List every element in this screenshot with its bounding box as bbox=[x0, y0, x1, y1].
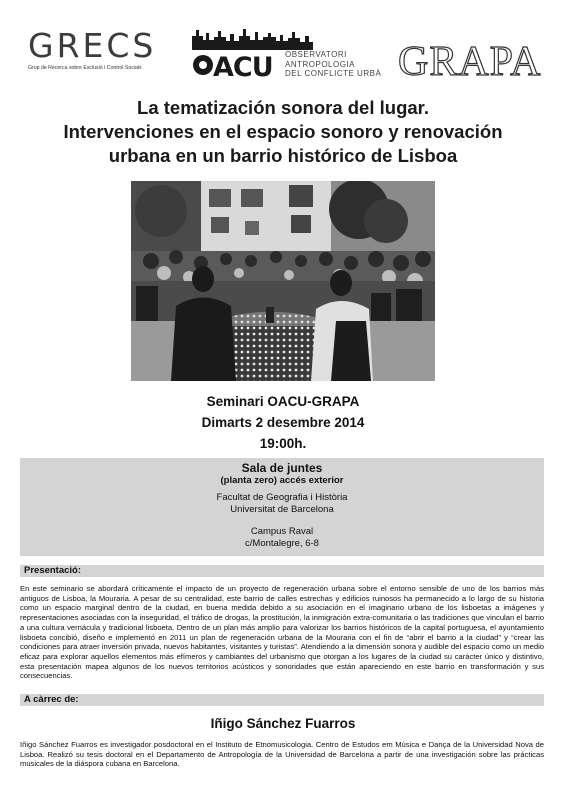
title-line: La tematización sonora del lugar. bbox=[137, 97, 429, 118]
presentation-heading: Presentació: bbox=[20, 565, 544, 577]
seminar-time: 19:00h. bbox=[259, 436, 307, 451]
venue-room: Sala de juntes bbox=[241, 461, 323, 475]
presentation-text: En este seminario se abordará críticamente el impacto de un proyecto de regeneración urbana sobre el entorno sensible de uno de los barrios más antiguos de Lisboa, la Mouraria. A pesar de su centralidad, este barrio de calles estrechas y edificios ruinosos ha permanecido a lo largo de su historia como un espacio marginal dentro de la ciudad, en buena medida debido a su asociación en el imaginario urbano de los lisboetas a imágenes y representaciones asociadas con la inseguridad, el tráfico de drogas, la prostitución, la inmigración extra-comunitaria o las tradiciones que vinculan el barrio a una cultura vernácula y tradicional lisboeta. Dentro de un plan más amplio para valorizar los barrios históricos de la capital portuguesa, el ayuntamiento lisboeta concibió, diseño e implementó en 2011 un plan de regeneración urbana de la Mouraria con el fin de “abrir el barrio a la ciudad” y “crear las condiciones para atraer inversión privada, nuevos habitantes, visitantes y turistas”. Atendiendo a la dimensión sonora y audible del espacio como un medio eficaz para explorar aquellos elementos más efímeros y cambiantes del urbanismo que otorgan a los lugares de la ciudad su carácter único y distintivo, esta presentación mapea algunos de los nuevos territorios acústicos y sonoridades que están apareciendo en este barrio en transformación y sus consecuencias. bbox=[20, 584, 544, 681]
seminar-info bbox=[0, 391, 566, 454]
grecs-logo bbox=[28, 26, 160, 71]
title-line: urbana en un barrio histórico de Lisboa bbox=[108, 145, 458, 166]
oacu-logo bbox=[192, 28, 382, 84]
venue-floor: (planta zero) accés exterior bbox=[220, 475, 344, 486]
grecs-logo-subtitle: Grup de Recerca sobre Exclusió i Control Socials bbox=[28, 65, 142, 71]
event-photo bbox=[131, 181, 435, 381]
speaker-bio: Iñigo Sánchez Fuarros es investigador posdoctoral en el Instituto de Etnomusicologia. Centro de Estudos em Música e Dança de la Universidad Nova de Lisboa. Realizó su tesis doctoral en el Departamento de Antropología de la Universidad de Barcelona a partir de una investigación sobre las prácticas musicales de la diáspora cubana en Barcelona. bbox=[20, 740, 544, 769]
speaker-name: Iñigo Sánchez Fuarros bbox=[210, 716, 356, 731]
seminar-date: Dimarts 2 desembre 2014 bbox=[201, 415, 365, 430]
venue-box bbox=[20, 458, 544, 556]
oacu-org-line: DEL CONFLICTE URBÀ bbox=[285, 69, 382, 78]
title-line: Intervenciones en el espacio sonoro y renovación bbox=[63, 121, 503, 142]
grapa-logo: GRAPA bbox=[398, 39, 542, 85]
venue-faculty: Facultat de Geografia i Història bbox=[216, 492, 348, 503]
street-gathering-photo-icon bbox=[131, 181, 435, 381]
oacu-org-line: OBSERVATORI bbox=[285, 50, 347, 59]
grecs-logo-word: GRECS bbox=[28, 26, 157, 65]
speaker-heading: A càrrec de: bbox=[20, 694, 544, 706]
oacu-org-line: ANTROPOLOGIA bbox=[285, 59, 356, 69]
oacu-logo-word: ACU bbox=[213, 52, 273, 83]
venue-university: Universitat de Barcelona bbox=[230, 504, 334, 515]
page-title bbox=[20, 96, 546, 168]
venue-street: c/Montalegre, 6-8 bbox=[245, 538, 319, 549]
venue-campus: Campus Raval bbox=[250, 526, 314, 537]
seminar-name: Seminari OACU-GRAPA bbox=[206, 394, 360, 409]
oacu-logo-org bbox=[285, 50, 381, 79]
